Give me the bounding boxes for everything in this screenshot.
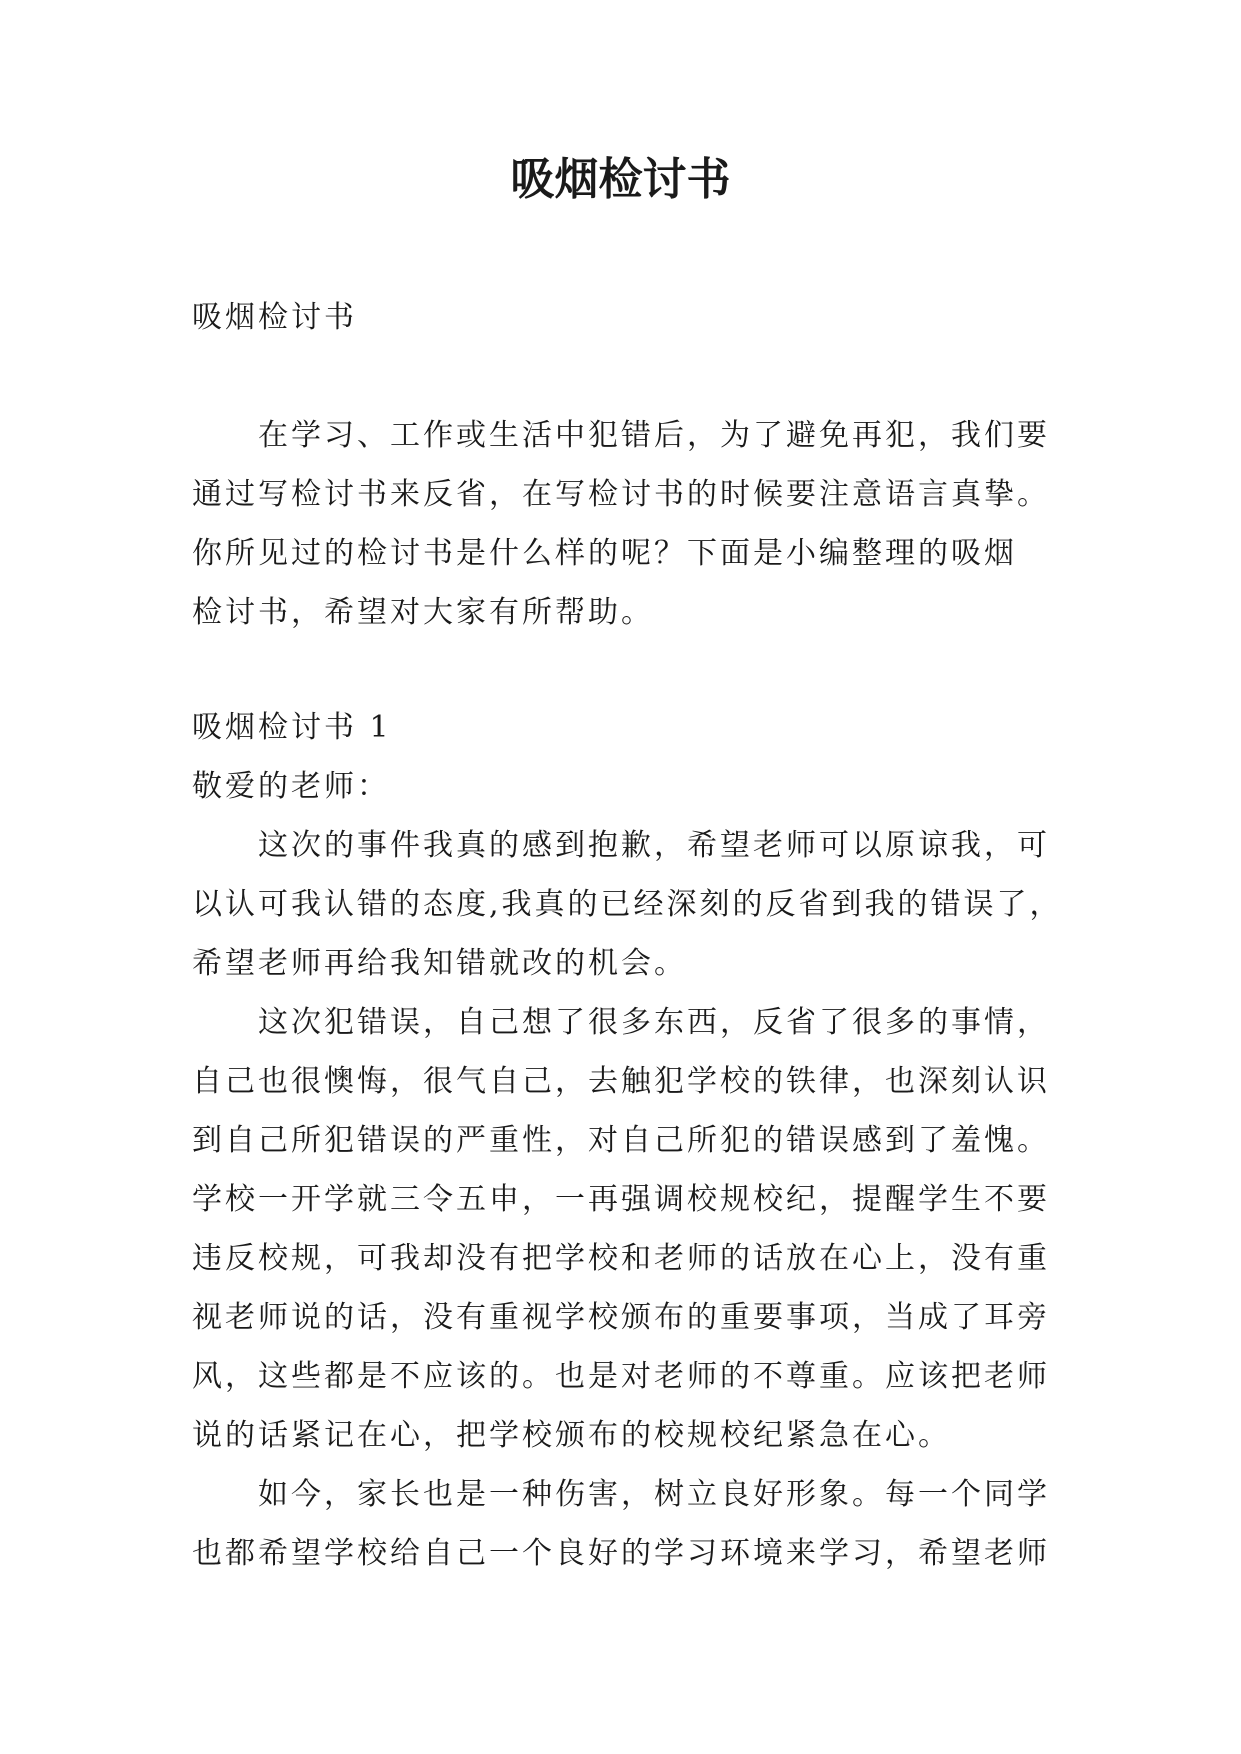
salutation: 敬爱的老师： (192, 769, 390, 804)
paragraph-line: 违反校规，可我却没有把学校和老师的话放在心上，没有重 (192, 1241, 1050, 1276)
paragraph-line: 这次犯错误，自己想了很多东西，反省了很多的事情， (258, 1005, 1050, 1040)
intro-paragraph (192, 406, 1072, 642)
paragraph-2 (192, 993, 1072, 1465)
paragraph-line: 自己也很懊悔，很气自己，去触犯学校的铁律，也深刻认识 (192, 1064, 1050, 1099)
paragraph-1 (192, 816, 1072, 993)
paragraph-line: 说的话紧记在心，把学校颁布的校规校纪紧急在心。 (192, 1418, 951, 1453)
intro-line: 通过写检讨书来反省，在写检讨书的时候要注意语言真挚。 (192, 477, 1050, 512)
paragraph-line: 如今，家长也是一种伤害，树立良好形象。每一个同学 (258, 1477, 1050, 1512)
paragraph-line: 学校一开学就三令五申，一再强调校规校纪，提醒学生不要 (192, 1182, 1050, 1217)
intro-line: 你所见过的检讨书是什么样的呢？下面是小编整理的吸烟 (192, 536, 1017, 571)
paragraph-line: 也都希望学校给自己一个良好的学习环境来学习，希望老师 (192, 1536, 1050, 1571)
paragraph-line: 风，这些都是不应该的。也是对老师的不尊重。应该把老师 (192, 1359, 1050, 1394)
document-subtitle: 吸烟检讨书 (192, 300, 357, 335)
paragraph-line: 这次的事件我真的感到抱歉，希望老师可以原谅我，可 (258, 828, 1050, 863)
paragraph-line: 到自己所犯错误的严重性，对自己所犯的错误感到了羞愧。 (192, 1123, 1050, 1158)
intro-line: 检讨书，希望对大家有所帮助。 (192, 595, 654, 630)
paragraph-line: 视老师说的话，没有重视学校颁布的重要事项，当成了耳旁 (192, 1300, 1050, 1335)
paragraph-line: 以认可我认错的态度,我真的已经深刻的反省到我的错误了， (192, 887, 1063, 922)
paragraph-line: 希望老师再给我知错就改的机会。 (192, 946, 687, 981)
intro-line: 在学习、工作或生活中犯错后，为了避免再犯，我们要 (258, 418, 1050, 453)
document-body (192, 288, 1072, 1583)
document-title: 吸烟检讨书 (510, 154, 731, 205)
paragraph-3 (192, 1465, 1072, 1583)
section-heading: 吸烟检讨书 1 (192, 710, 392, 745)
